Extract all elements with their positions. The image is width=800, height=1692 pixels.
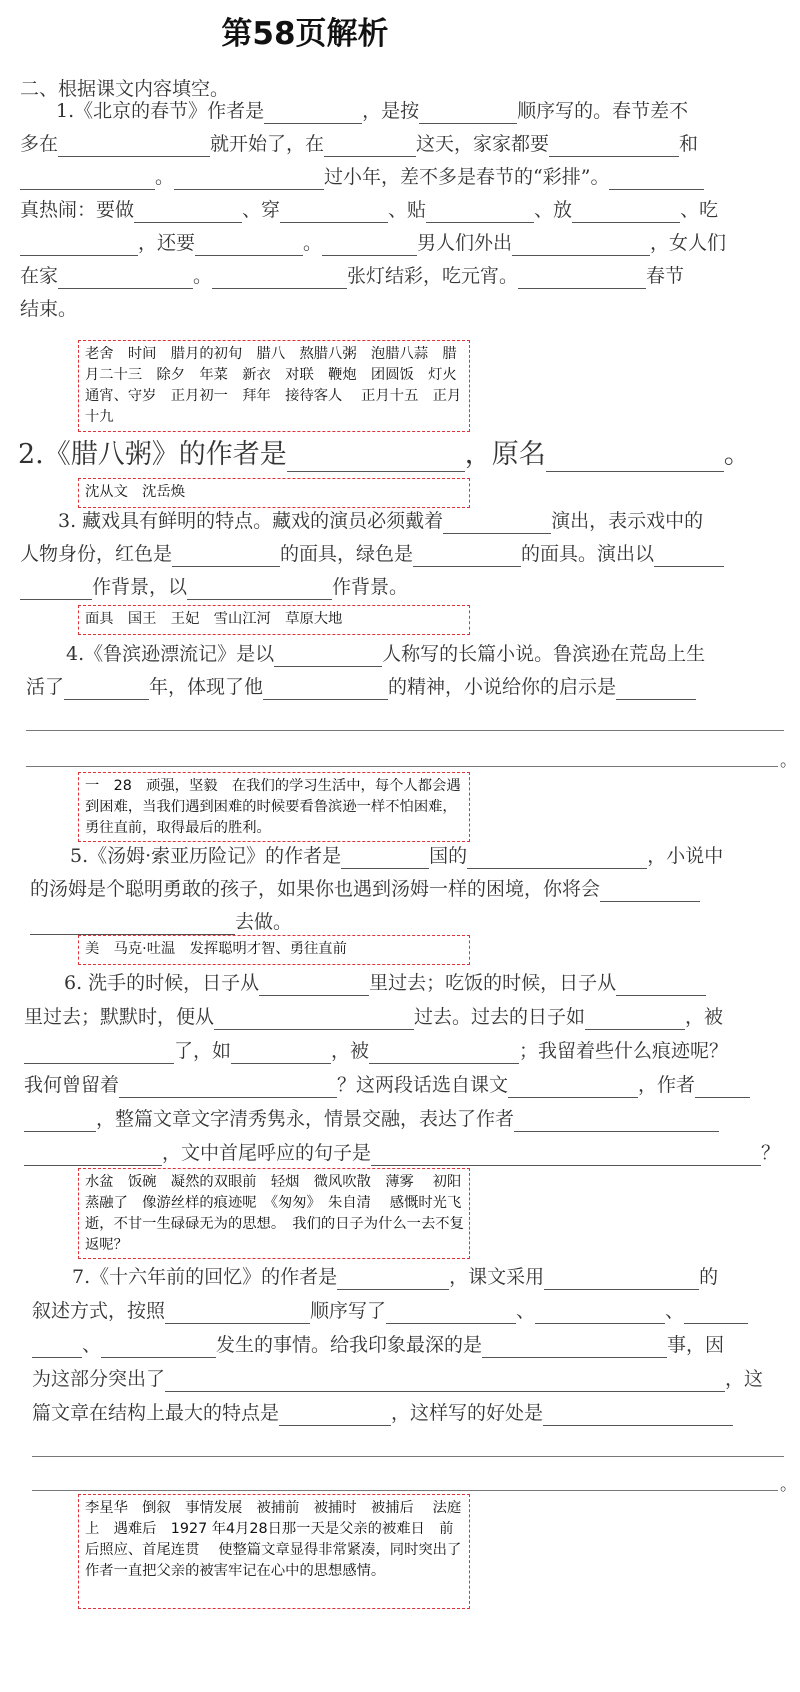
- blank: [386, 1303, 516, 1324]
- q4-end-mark: 。: [780, 751, 797, 771]
- blank: [24, 1145, 162, 1166]
- blank: [695, 1077, 750, 1098]
- blank: [616, 975, 706, 996]
- blank: [426, 202, 534, 223]
- q3-line-3: 作背景，以 作背景。: [20, 574, 408, 600]
- blank: [280, 202, 388, 223]
- blank: [443, 513, 551, 534]
- blank: [212, 268, 347, 289]
- blank: [518, 268, 646, 289]
- blank: [174, 169, 324, 190]
- q6-answer-box: 水盆 饭碗 凝然的双眼前 轻烟 微风吹散 薄雾 初阳蒸融了 像游丝样的痕迹呢 《匆匆》 朱自清 感慨时光飞逝，不甘一生碌碌无为的思想。 我们的日子为什么一去不复返呢？: [78, 1168, 470, 1259]
- q7-line-3: 、 发生的事情。给我印象最深的是 事，因: [32, 1332, 724, 1358]
- q7-line-2: 叙述方式，按照 顺序写了 、 、: [32, 1298, 748, 1324]
- blank: [322, 235, 417, 256]
- blank: [413, 546, 521, 567]
- blank: [609, 169, 704, 190]
- blank: [32, 1337, 82, 1358]
- page-title: 第58页解析: [221, 16, 389, 52]
- answer-line: [32, 1490, 778, 1491]
- q5-answer-box: 美 马克·吐温 发挥聪明才智、勇往直前: [78, 935, 470, 965]
- blank: [231, 1043, 331, 1064]
- blank: [482, 1337, 667, 1358]
- blank: [600, 881, 700, 902]
- q6-line-1: 6. 洗手的时候，日子从 里过去；吃饭的时候，日子从: [64, 970, 706, 996]
- blank: [172, 546, 280, 567]
- blank: [544, 1269, 699, 1290]
- q6-line-4: 我何曾留着 ？这两段话选自课文 ，作者: [24, 1072, 750, 1098]
- blank: [165, 1303, 310, 1324]
- blank: [195, 235, 303, 256]
- blank: [20, 579, 92, 600]
- q2-line: 2.《腊八粥》的作者是 ，原名 。: [18, 439, 751, 470]
- blank: [419, 103, 517, 124]
- q1-line-5: ，还要 。 男人们外出 ，女人们: [20, 230, 726, 256]
- q5-line-2: 的汤姆是个聪明勇敢的孩子，如果你也遇到汤姆一样的困境，你将会: [30, 876, 700, 902]
- blank: [546, 443, 724, 472]
- blank: [654, 546, 724, 567]
- blank: [165, 1371, 725, 1392]
- blank: [684, 1303, 748, 1324]
- q3-line-1: 3. 藏戏具有鲜明的特点。藏戏的演员必须戴着 演出，表示戏中的: [58, 510, 704, 532]
- blank: [20, 169, 155, 190]
- q1-line-4: 真热闹：要做 、穿 、贴 、放 、吃: [20, 199, 719, 221]
- blank: [259, 975, 369, 996]
- q5-line-3: 去做。: [30, 909, 292, 935]
- blank: [30, 914, 235, 935]
- blank: [287, 443, 465, 472]
- blank: [264, 103, 362, 124]
- q6-line-2: 里过去；默默时，便从 过去。过去的日子如 ，被: [24, 1006, 724, 1028]
- blank: [369, 1043, 519, 1064]
- q3-line-2: 人物身份，红色是 的面具，绿色是 的面具。演出以: [20, 541, 724, 567]
- q7-answer-box: 李星华 倒叙 事情发展 被捕前 被捕时 被捕后 法庭上 遇难后 1927 年4月28日那一天是父亲的被难日 前后照应、首尾连贯 使整篇文章显得非常紧凑，同时突出了作者一直把父亲的被害牢记在心中的思想感情。: [78, 1494, 470, 1609]
- q4-line-1: 4.《鲁滨逊漂流记》是以 人称写的长篇小说。鲁滨逊在荒岛上生: [66, 643, 706, 665]
- q7-line-5: 篇文章在结构上最大的特点是 ，这样写的好处是: [32, 1400, 733, 1426]
- blank: [263, 679, 388, 700]
- q1-line-7: 结束。: [20, 298, 78, 320]
- blank: [214, 1009, 414, 1030]
- q5-line-1: 5.《汤姆·索亚历险记》的作者是 国的 ，小说中: [70, 845, 724, 867]
- blank: [341, 848, 429, 869]
- q6-line-3: 了，如 ，被 ；我留着些什么痕迹呢？: [24, 1038, 728, 1064]
- q1-line-6: 在家 。 张灯结彩，吃元宵。 春节: [20, 265, 685, 287]
- blank: [585, 1009, 685, 1030]
- blank: [187, 579, 332, 600]
- q1-line-3: 。 过小年，差不多是春节的“彩排”。: [20, 164, 704, 190]
- q6-line-5: ，整篇文章文字清秀隽永，情景交融，表达了作者: [24, 1106, 719, 1132]
- blank: [58, 268, 193, 289]
- blank: [324, 136, 416, 157]
- blank: [134, 202, 242, 223]
- blank: [514, 1111, 719, 1132]
- answer-line: [26, 730, 784, 731]
- q1-line-2: 多在 就开始了，在 这天，家家都要 和: [20, 133, 699, 155]
- blank: [274, 646, 382, 667]
- blank: [549, 136, 679, 157]
- blank: [20, 235, 138, 256]
- blank: [337, 1269, 449, 1290]
- q4-line-2: 活了 年，体现了他 的精神，小说给你的启示是: [26, 674, 696, 700]
- q1-answer-box: 老舍 时间 腊月的初旬 腊八 熬腊八粥 泡腊八蒜 腊月二十三 除夕 年菜 新衣 对联 鞭炮 团圆饭 灯火通宵、守岁 正月初一 拜年 接待客人 正月十五 正月十九: [78, 340, 470, 432]
- blank: [24, 1111, 96, 1132]
- blank: [508, 1077, 638, 1098]
- blank: [616, 679, 696, 700]
- blank: [371, 1145, 761, 1166]
- blank: [64, 679, 149, 700]
- blank: [101, 1337, 216, 1358]
- blank: [543, 1405, 733, 1426]
- blank: [119, 1077, 337, 1098]
- q7-line-4: 为这部分突出了 ，这: [32, 1368, 764, 1390]
- blank: [535, 1303, 665, 1324]
- answer-line: [32, 1456, 784, 1457]
- q7-end-mark: 。: [780, 1475, 797, 1495]
- blank: [24, 1043, 174, 1064]
- answer-line: [26, 766, 778, 767]
- q4-answer-box: 一 28 顽强，坚毅 在我们的学习生活中，每个人都会遇到困难，当我们遇到困难的时候要看鲁滨逊一样不怕困难，勇往直前，取得最后的胜利。: [78, 772, 470, 842]
- q1-line-1: 1.《北京的春节》作者是 ，是按 顺序写的。春节差不: [56, 100, 689, 122]
- q2-answer-box: 沈从文 沈岳焕: [78, 478, 470, 508]
- blank: [572, 202, 680, 223]
- q6-line-6: ，文中首尾呼应的句子是 ？: [24, 1140, 780, 1166]
- blank: [279, 1405, 391, 1426]
- q3-answer-box: 面具 国王 王妃 雪山江河 草原大地: [78, 605, 470, 635]
- blank: [512, 235, 650, 256]
- q7-line-1: 7.《十六年前的回忆》的作者是 ，课文采用 的: [72, 1266, 719, 1288]
- blank: [58, 136, 210, 157]
- blank: [467, 848, 647, 869]
- section-heading: 二、根据课文内容填空。: [20, 78, 230, 100]
